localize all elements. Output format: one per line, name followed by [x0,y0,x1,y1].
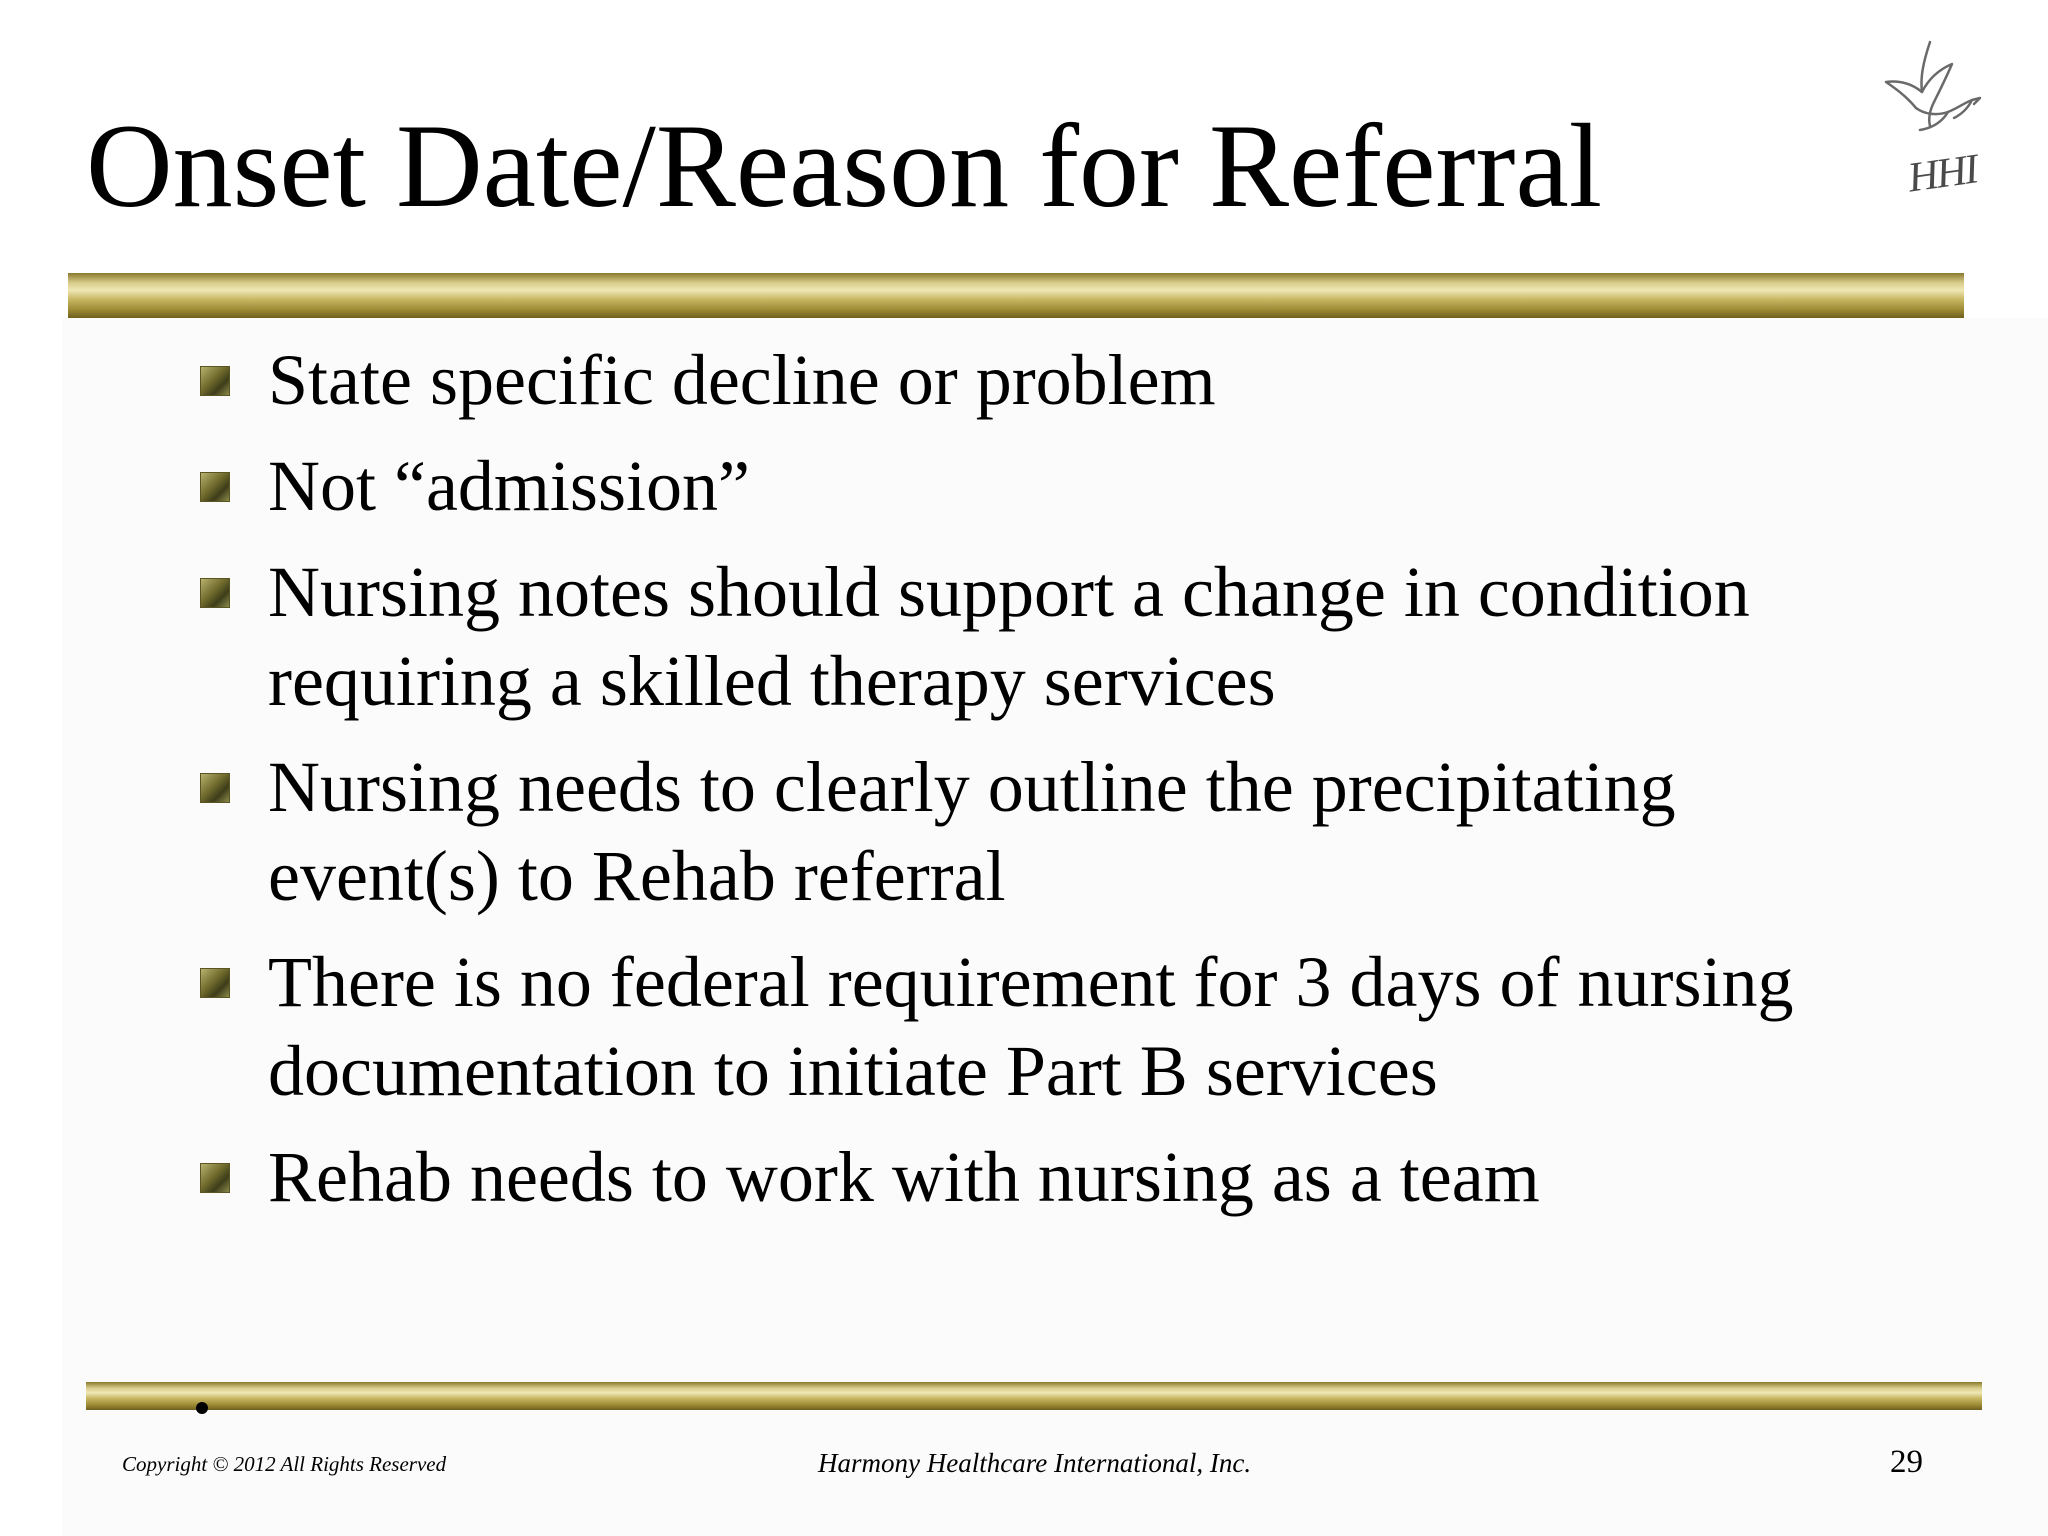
footer-company: Harmony Healthcare International, Inc. [818,1448,1252,1478]
square-bullet-icon [200,1163,230,1193]
bullet-list [200,336,1900,1239]
bottom-divider-bar [86,1382,1982,1410]
logo-text: HHI [1905,146,1980,202]
square-bullet-icon [200,472,230,502]
square-bullet-icon [200,366,230,396]
stray-bullet-dot [196,1402,208,1414]
bullet-item [200,1133,1900,1222]
bullet-text: State specific decline or problem [268,340,1216,420]
square-bullet-icon [200,578,230,608]
bullet-item [200,548,1900,726]
bullet-text: Nursing notes should support a change in condition requiring a skilled therapy services [268,552,1750,721]
bullet-text: Not “admission” [268,446,750,526]
bullet-item [200,743,1900,921]
bullet-item [200,442,1900,531]
square-bullet-icon [200,773,230,803]
bullet-item [200,336,1900,425]
bullet-text: There is no federal requirement for 3 days of nursing documentation to initiate Part B services [268,942,1794,1111]
square-bullet-icon [200,968,230,998]
bullet-text: Rehab needs to work with nursing as a team [268,1137,1540,1217]
footer-copyright: Copyright © 2012 All Rights Reserved [122,1452,447,1476]
bullet-item [200,938,1900,1116]
slide-title: Onset Date/Reason for Referral [86,99,1603,232]
bullet-text: Nursing needs to clearly outline the precipitating event(s) to Rehab referral [268,747,1676,916]
top-divider-bar [68,273,1964,318]
page-number: 29 [1890,1444,1923,1480]
